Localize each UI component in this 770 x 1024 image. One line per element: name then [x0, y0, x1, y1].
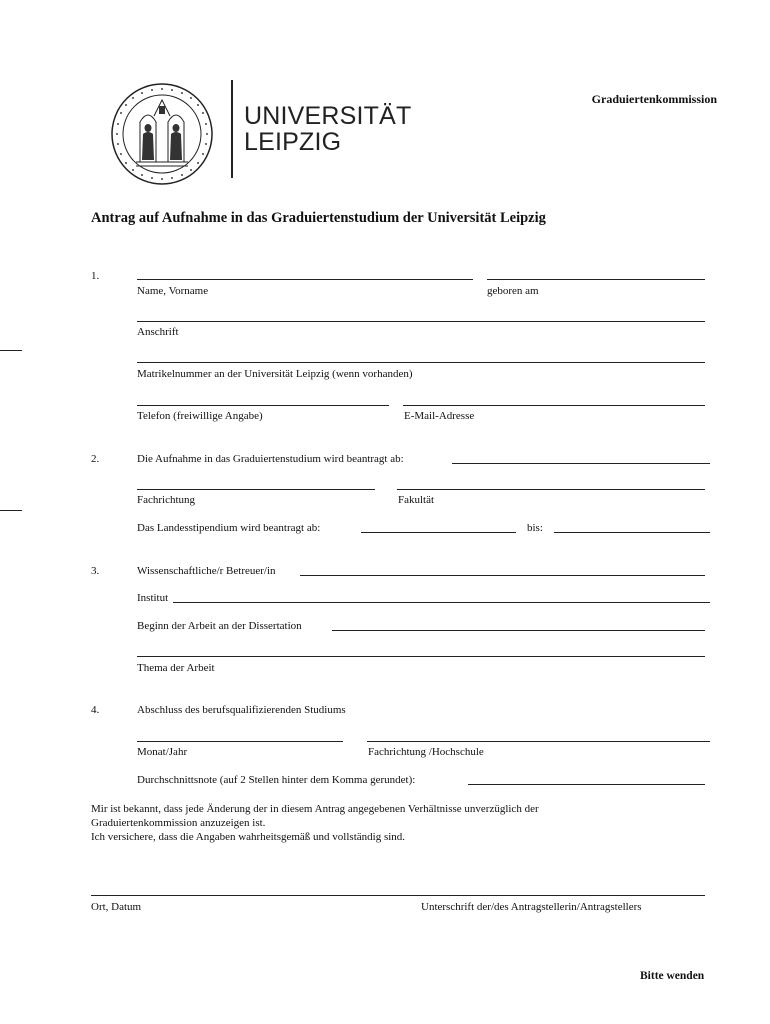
- section-number-1: 1.: [91, 270, 100, 282]
- month-year-label: Monat/Jahr: [137, 746, 188, 758]
- turn-over-note: Bitte wenden: [640, 970, 705, 982]
- phone-label: Telefon (freiwillige Angabe): [137, 410, 263, 422]
- department-heading: Graduiertenkommission: [591, 92, 717, 106]
- born-label: geboren am: [487, 285, 539, 297]
- name-label: Name, Vorname: [137, 285, 209, 297]
- declaration-line: Ich versichere, dass die Angaben wahrheitsgemäß und vollständig sind.: [91, 831, 406, 843]
- declaration-text: [91, 802, 539, 844]
- scholarship-end-field[interactable]: [554, 532, 710, 533]
- logo-divider: [231, 80, 233, 178]
- signature-label: Unterschrift der/des Antragstellerin/Antragstellers: [421, 901, 642, 913]
- institute-label: Institut: [137, 592, 169, 604]
- signature-field[interactable]: [91, 895, 705, 896]
- birthdate-field[interactable]: [487, 279, 705, 280]
- address-label: Anschrift: [137, 326, 179, 338]
- name-field[interactable]: [137, 279, 473, 280]
- start-label: Beginn der Arbeit an der Dissertation: [137, 620, 302, 632]
- faculty-label: Fakultät: [398, 494, 435, 506]
- place-date-label: Ort, Datum: [91, 901, 142, 913]
- section-number-4: 4.: [91, 704, 100, 716]
- start-date-field[interactable]: [332, 630, 705, 631]
- university-seal-logo: [110, 82, 214, 186]
- supervisor-field[interactable]: [300, 575, 705, 576]
- scholarship-label: Das Landesstipendium wird beantragt ab:: [137, 522, 321, 534]
- field-of-study-field[interactable]: [137, 489, 375, 490]
- wordmark-line1: UNIVERSITÄT: [244, 102, 412, 130]
- admission-date-field[interactable]: [452, 463, 710, 464]
- section-number-2: 2.: [91, 453, 100, 465]
- fold-mark: [0, 350, 22, 351]
- email-field[interactable]: [403, 405, 705, 406]
- grade-field[interactable]: [468, 784, 705, 785]
- wordmark-line2: LEIPZIG: [244, 128, 342, 156]
- address-field[interactable]: [137, 321, 705, 322]
- email-label: E-Mail-Adresse: [404, 410, 475, 422]
- topic-field[interactable]: [137, 656, 705, 657]
- field-school-field[interactable]: [367, 741, 710, 742]
- grade-label: Durchschnittsnote (auf 2 Stellen hinter dem Komma gerundet):: [137, 774, 416, 786]
- scholarship-start-field[interactable]: [361, 532, 516, 533]
- supervisor-label: Wissenschaftliche/r Betreuer/in: [137, 565, 276, 577]
- field-of-study-label: Fachrichtung: [137, 494, 196, 506]
- topic-label: Thema der Arbeit: [137, 662, 215, 674]
- admission-label: Die Aufnahme in das Graduiertenstudium wird beantragt ab:: [137, 453, 404, 465]
- matrikel-label: Matrikelnummer an der Universität Leipzig (wenn vorhanden): [137, 368, 413, 380]
- section-number-3: 3.: [91, 565, 100, 577]
- field-school-label: Fachrichtung /Hochschule: [368, 746, 484, 758]
- declaration-line: Graduiertenkommission anzuzeigen ist.: [91, 817, 266, 829]
- faculty-field[interactable]: [397, 489, 705, 490]
- until-label: bis:: [527, 522, 543, 534]
- page-title: Antrag auf Aufnahme in das Graduiertenstudium der Universität Leipzig: [91, 210, 546, 226]
- declaration-line: Mir ist bekannt, dass jede Änderung der in diesem Antrag angegebenen Verhältnisse unverzüglich der: [91, 803, 539, 815]
- matrikel-field[interactable]: [137, 362, 705, 363]
- university-wordmark: [244, 103, 412, 155]
- fold-mark: [0, 510, 22, 511]
- degree-label: Abschluss des berufsqualifizierenden Studiums: [137, 704, 346, 716]
- month-year-field[interactable]: [137, 741, 343, 742]
- phone-field[interactable]: [137, 405, 389, 406]
- institute-field[interactable]: [173, 602, 710, 603]
